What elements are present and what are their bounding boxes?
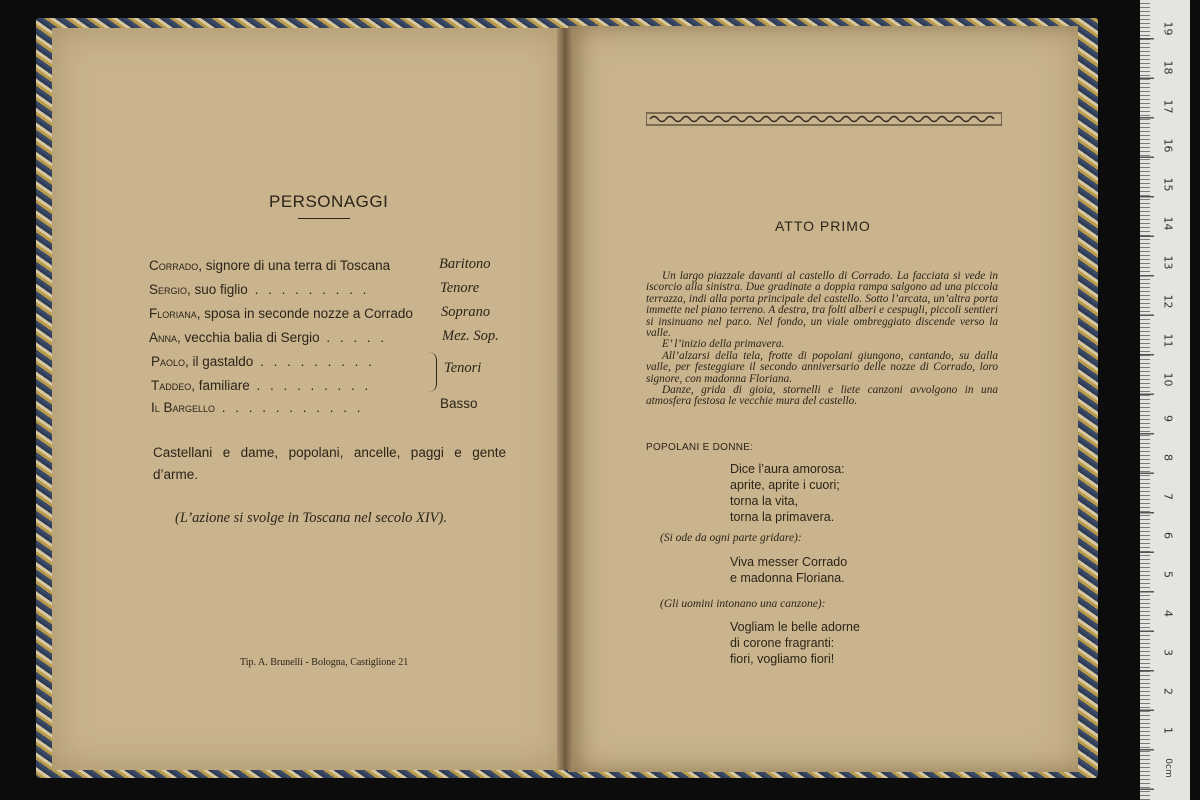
extras-text: Castellani e dame, popolani, ancelle, paggi e gente d’arme.: [153, 445, 506, 482]
personaggi-title: PERSONAGGI: [269, 192, 389, 211]
voice-type: Soprano: [441, 304, 491, 320]
setting-text: (L’azione si svolge in Toscana nel secolo XIV).: [175, 510, 447, 526]
character-name: Sergio: [149, 282, 188, 297]
ruler-number: 7: [1161, 493, 1175, 500]
leader-dots: . . . . . . . . . . .: [215, 400, 364, 415]
character-desc: , il gastaldo: [185, 354, 254, 369]
verse-line: aprite, aprite i cuori;: [730, 478, 840, 492]
stage-direction: (Si ode da ogni parte gridare):: [660, 532, 802, 544]
ruler-number: 1: [1161, 727, 1175, 734]
character-name: Corrado: [149, 258, 199, 273]
leader-dots: . . . . .: [319, 330, 388, 345]
ruler-number: 19: [1161, 21, 1175, 36]
voice-brace: [428, 352, 437, 392]
verse-line: fiori, vogliamo fiori!: [730, 652, 835, 666]
voice-type: Basso: [440, 396, 478, 411]
speaker-label: POPOLANI E DONNE:: [646, 442, 754, 453]
ruler-ticks: [1140, 0, 1154, 800]
ruler-number: 6: [1161, 532, 1175, 539]
description-paragraph: All’alzarsi della tela, frotte di popolani giungono, cantando, su dalla valle, per festeggiare il secondo anniversario delle nozze di Corrado, loro signore, con madonna Floriana.: [646, 349, 998, 385]
ruler-number: 2: [1161, 688, 1175, 695]
verse-line: Dice l’aura amorosa:: [730, 462, 845, 476]
verse-block: [730, 461, 845, 525]
description-paragraph: Un largo piazzale davanti al castello di Corrado. La facciata si vede in iscorcio alla sinistra. Due gradinate a doppia rampa salgono ad una piccola terrazza, indi alla porta principale del castello. Sotto l’arcata, un’altra porta immette nel piano terreno. A destra, tra folti alberi e cespugli, piccoli sentieri si insinuano nel par.o. Nel fondo, un viale ombreggiato discende verso la valle.: [646, 270, 998, 340]
verse-block: [730, 554, 847, 586]
character-desc: , vecchia balia di Sergio: [177, 330, 320, 345]
character-name: Anna: [149, 330, 178, 345]
ruler-number: 9: [1161, 415, 1175, 422]
leader-dots: . . . . . . . . .: [249, 378, 372, 393]
voice-type: Tenori: [444, 360, 482, 376]
verse-line: torna la vita,: [730, 494, 799, 508]
ornament-border: [646, 112, 1002, 126]
character-desc: , familiare: [191, 378, 250, 393]
verse-line: Vogliam le belle adorne: [730, 620, 860, 634]
book-gutter: [557, 28, 573, 770]
leader-dots: . . . . . . . . .: [253, 354, 375, 369]
character-name: Il Bargello: [151, 400, 216, 415]
verse-line: torna la primavera.: [730, 510, 835, 524]
character-name: Taddeo: [151, 378, 192, 393]
voice-type: Baritono: [439, 256, 491, 272]
voice-type: Tenore: [440, 280, 480, 296]
voice-type: Mez. Sop.: [442, 328, 499, 344]
ruler-number: 3: [1161, 649, 1175, 656]
description-paragraph: Danze, grida di gioia, stornelli e liete canzoni avvolgono in una atmosfera festosa le vecchie mura del castello.: [646, 384, 998, 408]
leader-dots: . . . . . . . . .: [247, 282, 370, 297]
ruler-number: 8: [1161, 454, 1175, 461]
character-desc: , signore di una terra di Toscana: [198, 258, 391, 273]
title-underline: [298, 218, 350, 219]
ruler-number: 4: [1161, 610, 1175, 617]
ruler-number: 14: [1161, 216, 1175, 231]
printer-imprint: Tip. A. Brunelli - Bologna, Castiglione 21: [240, 657, 409, 668]
ruler-number: 11: [1161, 333, 1175, 348]
character-name: Paolo: [151, 354, 186, 369]
verse-line: e madonna Floriana.: [730, 571, 845, 585]
ruler-number: 16: [1161, 138, 1175, 153]
ruler-number: 10: [1161, 372, 1175, 387]
stage-direction: (Gli uomini intonano una canzone):: [660, 598, 826, 610]
character-desc: , sposa in seconde nozze a Corrado: [196, 306, 413, 321]
scene-description: [646, 271, 998, 408]
character-row: [151, 378, 507, 393]
ruler-number: 15: [1161, 177, 1175, 192]
character-name: Floriana: [149, 306, 197, 321]
verse-line: di corone fragranti:: [730, 636, 835, 650]
ruler-number: 5: [1161, 571, 1175, 578]
character-desc: , suo figlio: [187, 282, 248, 297]
description-paragraph: E’ l’inizio della primavera.: [662, 338, 785, 351]
ruler-number: 13: [1161, 255, 1175, 270]
ruler-number: 12: [1161, 294, 1175, 309]
ruler-number: 18: [1161, 60, 1175, 75]
act-title: ATTO PRIMO: [775, 218, 871, 234]
verse-block: [730, 619, 860, 667]
verse-line: Viva messer Corrado: [730, 555, 848, 569]
ruler-number: 17: [1161, 99, 1175, 114]
ruler-number: 0cm: [1163, 758, 1173, 778]
